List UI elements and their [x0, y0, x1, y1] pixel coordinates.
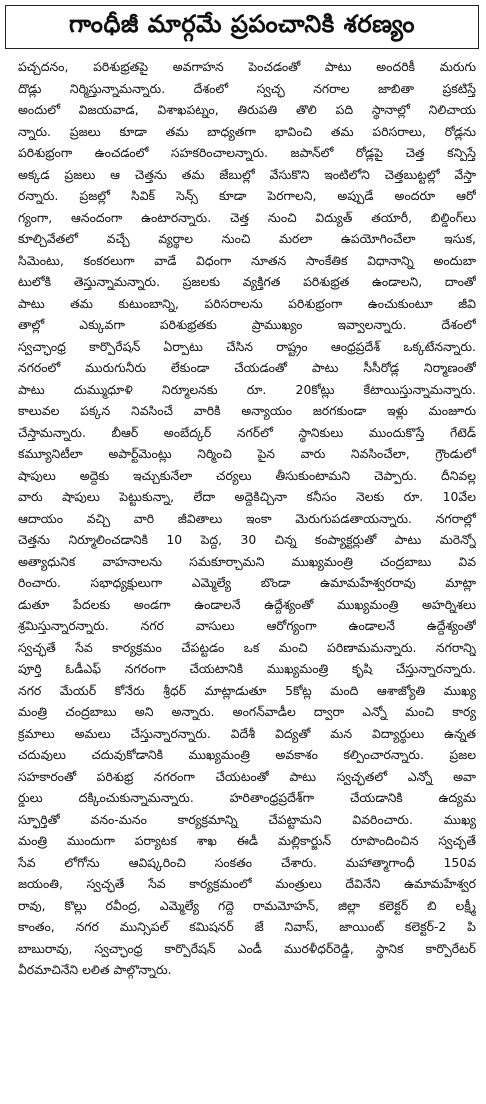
article-line: షాపులు అద్దెకు ఇచ్చుకునేలా చర్యలు తీసుకుంటామని చెప్పారు. దీనివల్ల [18, 467, 476, 483]
article-line: మంత్రి ముందుగా పర్యాటక శాఖ ఈడీ మల్లికార్జున్ రూపొందించిన స్వచ్ఛతే [18, 833, 476, 848]
article-body [18, 56, 476, 981]
article-line: టులోకి తెస్తున్నామన్నారు. ప్రజలకు వ్యక్తిగత పరిశుభ్రత ఉండాలని, దాంతో [18, 274, 476, 289]
article-line: రన్నారు. ప్రజల్లో సివిక్ సెన్స్ కూడా పెరగాలని, అప్పుడే అందరూ ఆరో [18, 188, 476, 203]
article-line: నగరంలో మురుగునీరు లేకుండా చేయడంతో పాటు సీసీరోడ్ల నిర్మాణంతో [18, 360, 476, 375]
article-line: స్వచ్ఛాంధ్ర కార్పొరేషన్ ఏర్పాటు చేసిన రాష్ట్రం ఆంధ్రప్రదేశ్ ఒక్కటేనన్నారు. [18, 338, 476, 354]
headline: గాంధీజీ మార్గమే ప్రపంచానికి శరణ్యం [68, 10, 416, 38]
article-line: అత్యాధునిక వాహనాలను సమకూర్చామని ముఖ్యమంత్రి చంద్రబాబు వివ [18, 553, 476, 569]
article-line: రించారు. సభాధ్యక్షులుగా ఎమ్మెల్యే బొండా ఉమామహేశ్వరరావు మాట్లా [18, 575, 476, 590]
article-line: కమ్యూనిటీలా అపార్ట్‌మెంట్లు నిర్మించి పైన వారు నివసించేలా, గ్రౌండులో [18, 446, 476, 461]
article-line: శ్రమిస్తున్నారన్నారు. నగర వాసులు ఆరోగ్యంగా ఉండాలనే ఉద్దేశ్యంతో [18, 618, 476, 633]
article-line: గ్యంగా, ఆనందంగా ఉంటారన్నారు. చెత్త నుంచి విద్యుత్ తయారీ, బిల్డింగ్‌లు [18, 209, 476, 225]
article-line: కాంతం, నగర మున్సిపల్ కమిషనర్ జే నివాస్, జాయింట్ కలెక్టర్-2 పి [18, 919, 476, 934]
article-line: స్ఫూర్తితో వనం-మనం కార్యక్రమాన్ని చేపట్టామని వివరించారు. ముఖ్య [18, 811, 476, 827]
article-line: వారు షాపులు పెట్టుకున్నా, లేదా అద్దెకిచ్చినా కనీసం నెలకు రూ. 10వేల [18, 489, 476, 504]
article-line: పాటు తమ కుటుంబాన్ని, పరిసరాలను పరిశుభ్రంగా ఉంచుకుంటూ జీవి [18, 295, 476, 311]
article-line: దొడ్లు నిర్మిస్తున్నామన్నారు. దేశంలో స్వచ్ఛ నగరాల జాబితా ప్రకటిస్తే [18, 80, 476, 96]
article-line: మంత్రి చంద్రబాబు అని అన్నారు. అంగన్‌వాడీల ద్వారా ఎన్నో మంచి కార్య [18, 704, 476, 719]
article-line: రావు, కొల్లు రవీంద్ర, ఎమ్మెల్యే గద్దె రామమోహన్, జిల్లా కలెక్టర్ బి లక్ష్మీ [18, 897, 476, 913]
article-line: పాటు దుమ్ముధూళి నిర్మూలనకు రూ. 20కోట్లు కేటాయిస్తున్నామన్నారు. [18, 381, 476, 397]
article-line: పరిశుభ్రంగా ఉంచడంలో సహకరించాలన్నారు. జపాన్‌లో రోడ్లపై చెత్త కన్పిస్తే [18, 145, 476, 160]
article-line: పూర్తి ఓడీఎఫ్ నగరంగా చేయటానికి ముఖ్యమంత్రి కృషి చేస్తున్నారన్నారు. [18, 661, 476, 676]
article-line: సేవ లోగోను ఆవిష్కరించి సంకతం చేశారు. మహాత్మాగాంధీ 150వ [18, 854, 476, 870]
article-line: న్నారు. ప్రజలు కూడా తమ బాధ్యతగా భావించి తమ పరిసరాలు, రోడ్లను [18, 123, 476, 139]
article-line: చదువులు చదువుకోడానికి ముఖ్యమంత్రి అవకాశం కల్పించారన్నారు. ప్రజల [18, 747, 476, 762]
article-line: పచ్చదనం, పరిశుభ్రతపై అవగాహన పెంచడంతో పాటు అందరికీ మరుగు [18, 59, 476, 74]
article-line: కూల్చివేతలో వచ్చే వ్యర్థాల నుంచి మరలా ఉపయోగించేలా ఇసుక, [18, 231, 476, 246]
article-line: క్రమాలు అమలు చేస్తున్నారన్నారు. విదేశీ విద్యతో మన విద్యార్థులు ఉన్నత [18, 725, 476, 741]
headline-box [5, 5, 479, 49]
article-line: నగర మేయర్ కోనేరు శ్రీధర్ మాట్లాడుతూ 5కోట్ల మంది ఆశాజ్యోతి ముఖ్య [18, 682, 476, 698]
article-line: వీరమాచినేని లలిత పాల్గొన్నారు. [18, 962, 172, 977]
article-line: సహకారంతో పరిశుభ్ర నగరంగా చేయటంతో పాటు స్వచ్ఛతలో ఎన్నో అవా [18, 768, 476, 784]
article-line: ర్డులు దక్కించుకున్నామన్నారు. హరితాంధ్రప్రదేశ్‌గా చేయడానికి ఉద్యమ [18, 790, 476, 805]
article-line: స్వచ్ఛతే సేవ కార్యక్రమం చేపట్టడం ఒక మంచి పరిణామమన్నారు. నగరాన్ని [18, 639, 476, 655]
article-line: కాలువల పక్కన నివసించే వారికి అన్యాయం జరగకుండా ఇళ్లు మంజూరు [18, 403, 476, 418]
article-line: చెత్తను నిర్మూలించడానికి 10 పెద్ద, 30 చిన్న కంప్యాక్టర్లుతో పాటు మరెన్నో [18, 532, 476, 547]
article-line: ఆదాయం వచ్చి వారి జీవితాలు ఇంకా మెరుగుపడతాయన్నారు. నగరాల్లో [18, 510, 476, 526]
article-line: తాల్లో ఎక్కువగా పరిశుభ్రతకు ప్రాముఖ్యం ఇవ్వాలన్నారు. దేశంలో [18, 317, 476, 332]
article-line: అక్కడ ప్రజలు ఆ చెత్తను తమ జేబుల్లో వేసుకొని ఇంటిలోని చెత్తబుట్టల్లో వేస్తా [18, 166, 476, 182]
article-line: జయంతి, స్వచ్ఛతే సేవ కార్యక్రమంలో మంత్రులు దేవినేని ఉమామహేశ్వర [18, 876, 476, 891]
article-line: అందులో విజయవాడ, విశాఖపట్నం, తిరుపతి తొలి పది స్థానాల్లో నిలిచాయ [18, 102, 476, 117]
article-line: బాబురావు, స్వచ్ఛాంధ్ర కార్పొరేషన్ ఎండీ మురళీధర్‌రెడ్డి, స్థానిక కార్పొరేటర్ [18, 940, 476, 956]
article-line: డుతూ పేదలకు అండగా ఉండాలనే ఉద్దేశ్యంతో ముఖ్యమంత్రి అహర్నిశలు [18, 596, 476, 612]
article-line: సిమెంటు, కంకరలుగా వాడే విధంగా నూతన సాంకేతిక విధానాన్ని అందుబా [18, 252, 476, 268]
article-line: చేస్తామన్నారు. బీఆర్ అంబేద్కర్ నగర్‌లో స్థానికులు ముందుకొస్తే గేటెడ్ [18, 424, 476, 440]
